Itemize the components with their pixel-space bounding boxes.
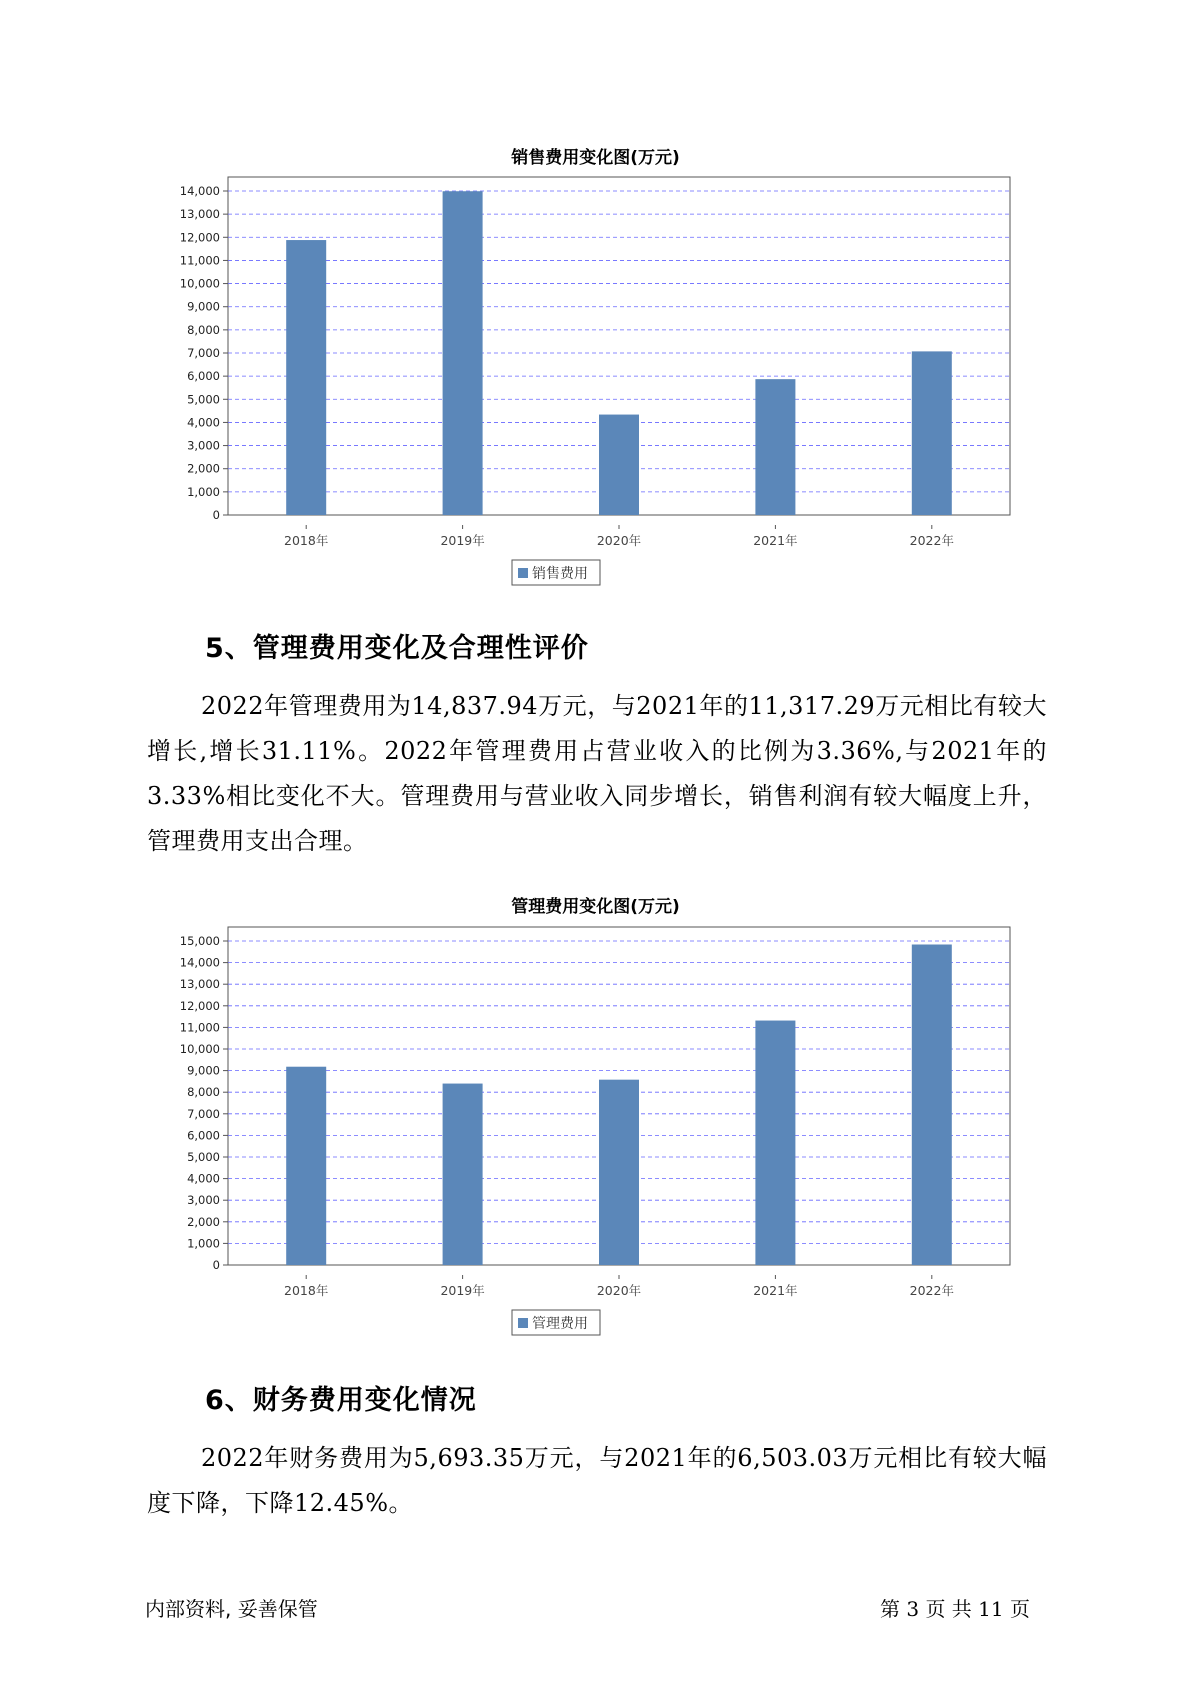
x-tick-label: 2020年 [596,1283,642,1298]
legend-label: 管理费用 [532,1316,588,1332]
y-tick-label: 8,000 [187,322,220,337]
y-tick-label: 10,000 [179,276,220,291]
x-tick-label: 2021年 [753,533,798,548]
legend-swatch [518,1318,528,1328]
x-tick-label: 2021年 [753,1283,798,1298]
y-tick-label: 1,000 [187,1236,220,1251]
y-tick-label: 13,000 [179,977,220,992]
bar [755,1021,795,1265]
section-6-paragraph: 2022年财务费用为5,693.35万元，与2021年的6,503.03万元相比有较大幅度下降，下降12.45%。 [147,1444,1047,1517]
bar [286,1067,326,1265]
legend-label: 销售费用 [532,566,588,582]
section-6-heading: 6、财务费用变化情况 [205,1385,477,1416]
y-tick-label: 12,000 [179,998,220,1013]
bar [286,240,326,515]
footer-confidential-note: 内部资料, 妥善保管 [145,1597,318,1621]
y-tick-label: 0 [212,508,220,522]
y-tick-label: 3,000 [187,438,220,453]
bar [443,191,483,515]
y-tick-label: 2,000 [187,1214,220,1229]
y-tick-label: 7,000 [187,346,220,360]
x-tick-label: 2019年 [440,1283,485,1298]
y-tick-label: 6,000 [187,1128,220,1143]
y-tick-label: 4,000 [187,1171,220,1186]
y-tick-label: 11,000 [179,253,220,268]
y-tick-label: 2,000 [187,461,220,476]
y-tick-label: 13,000 [179,207,220,222]
bar [912,945,952,1265]
admin-expense-chart [150,925,1050,1340]
section-5-paragraph: 2022年管理费用为14,837.94万元，与2021年的11,317.29万元相比有较大增长,增长31.11%。2022年管理费用占营业收入的比例为3.36%,与2021年的3.33%相比变化不大。管理费用与营业收入同步增长，销售利润有较大幅度上升，管理费用支出合理。 [147,692,1047,855]
chart1-title: 销售费用变化图(万元) [511,148,680,168]
y-tick-label: 7,000 [187,1106,220,1121]
y-tick-label: 14,000 [179,184,220,198]
y-tick-label: 4,000 [187,415,220,430]
bar [599,1080,639,1265]
y-tick-label: 5,000 [187,392,220,407]
x-tick-label: 2019年 [440,533,485,548]
x-tick-label: 2018年 [284,533,329,548]
bar [443,1084,483,1265]
y-tick-label: 11,000 [179,1020,220,1035]
y-tick-label: 0 [212,1258,220,1272]
y-tick-label: 9,000 [187,1063,220,1078]
y-tick-label: 12,000 [179,230,220,245]
y-tick-label: 10,000 [179,1042,220,1056]
x-tick-label: 2018年 [284,1283,329,1298]
y-tick-label: 3,000 [187,1193,220,1208]
bar [912,351,952,515]
y-tick-label: 8,000 [187,1085,220,1100]
x-tick-label: 2022年 [909,1283,954,1298]
footer-page-number: 第 3 页 共 11 页 [880,1597,1030,1621]
section-5-heading: 5、管理费用变化及合理性评价 [205,633,589,664]
y-tick-label: 14,000 [179,955,220,970]
x-tick-label: 2022年 [909,533,954,548]
x-tick-label: 2020年 [596,533,642,548]
y-tick-label: 15,000 [179,934,220,948]
chart2-title: 管理费用变化图(万元) [511,897,680,917]
y-tick-label: 5,000 [187,1150,220,1164]
y-tick-label: 9,000 [187,299,220,314]
y-tick-label: 1,000 [187,484,220,499]
bar [599,415,639,515]
bar [755,379,795,515]
y-tick-label: 6,000 [187,369,220,384]
legend-swatch [518,568,528,578]
sales-expense-chart [150,175,1050,590]
